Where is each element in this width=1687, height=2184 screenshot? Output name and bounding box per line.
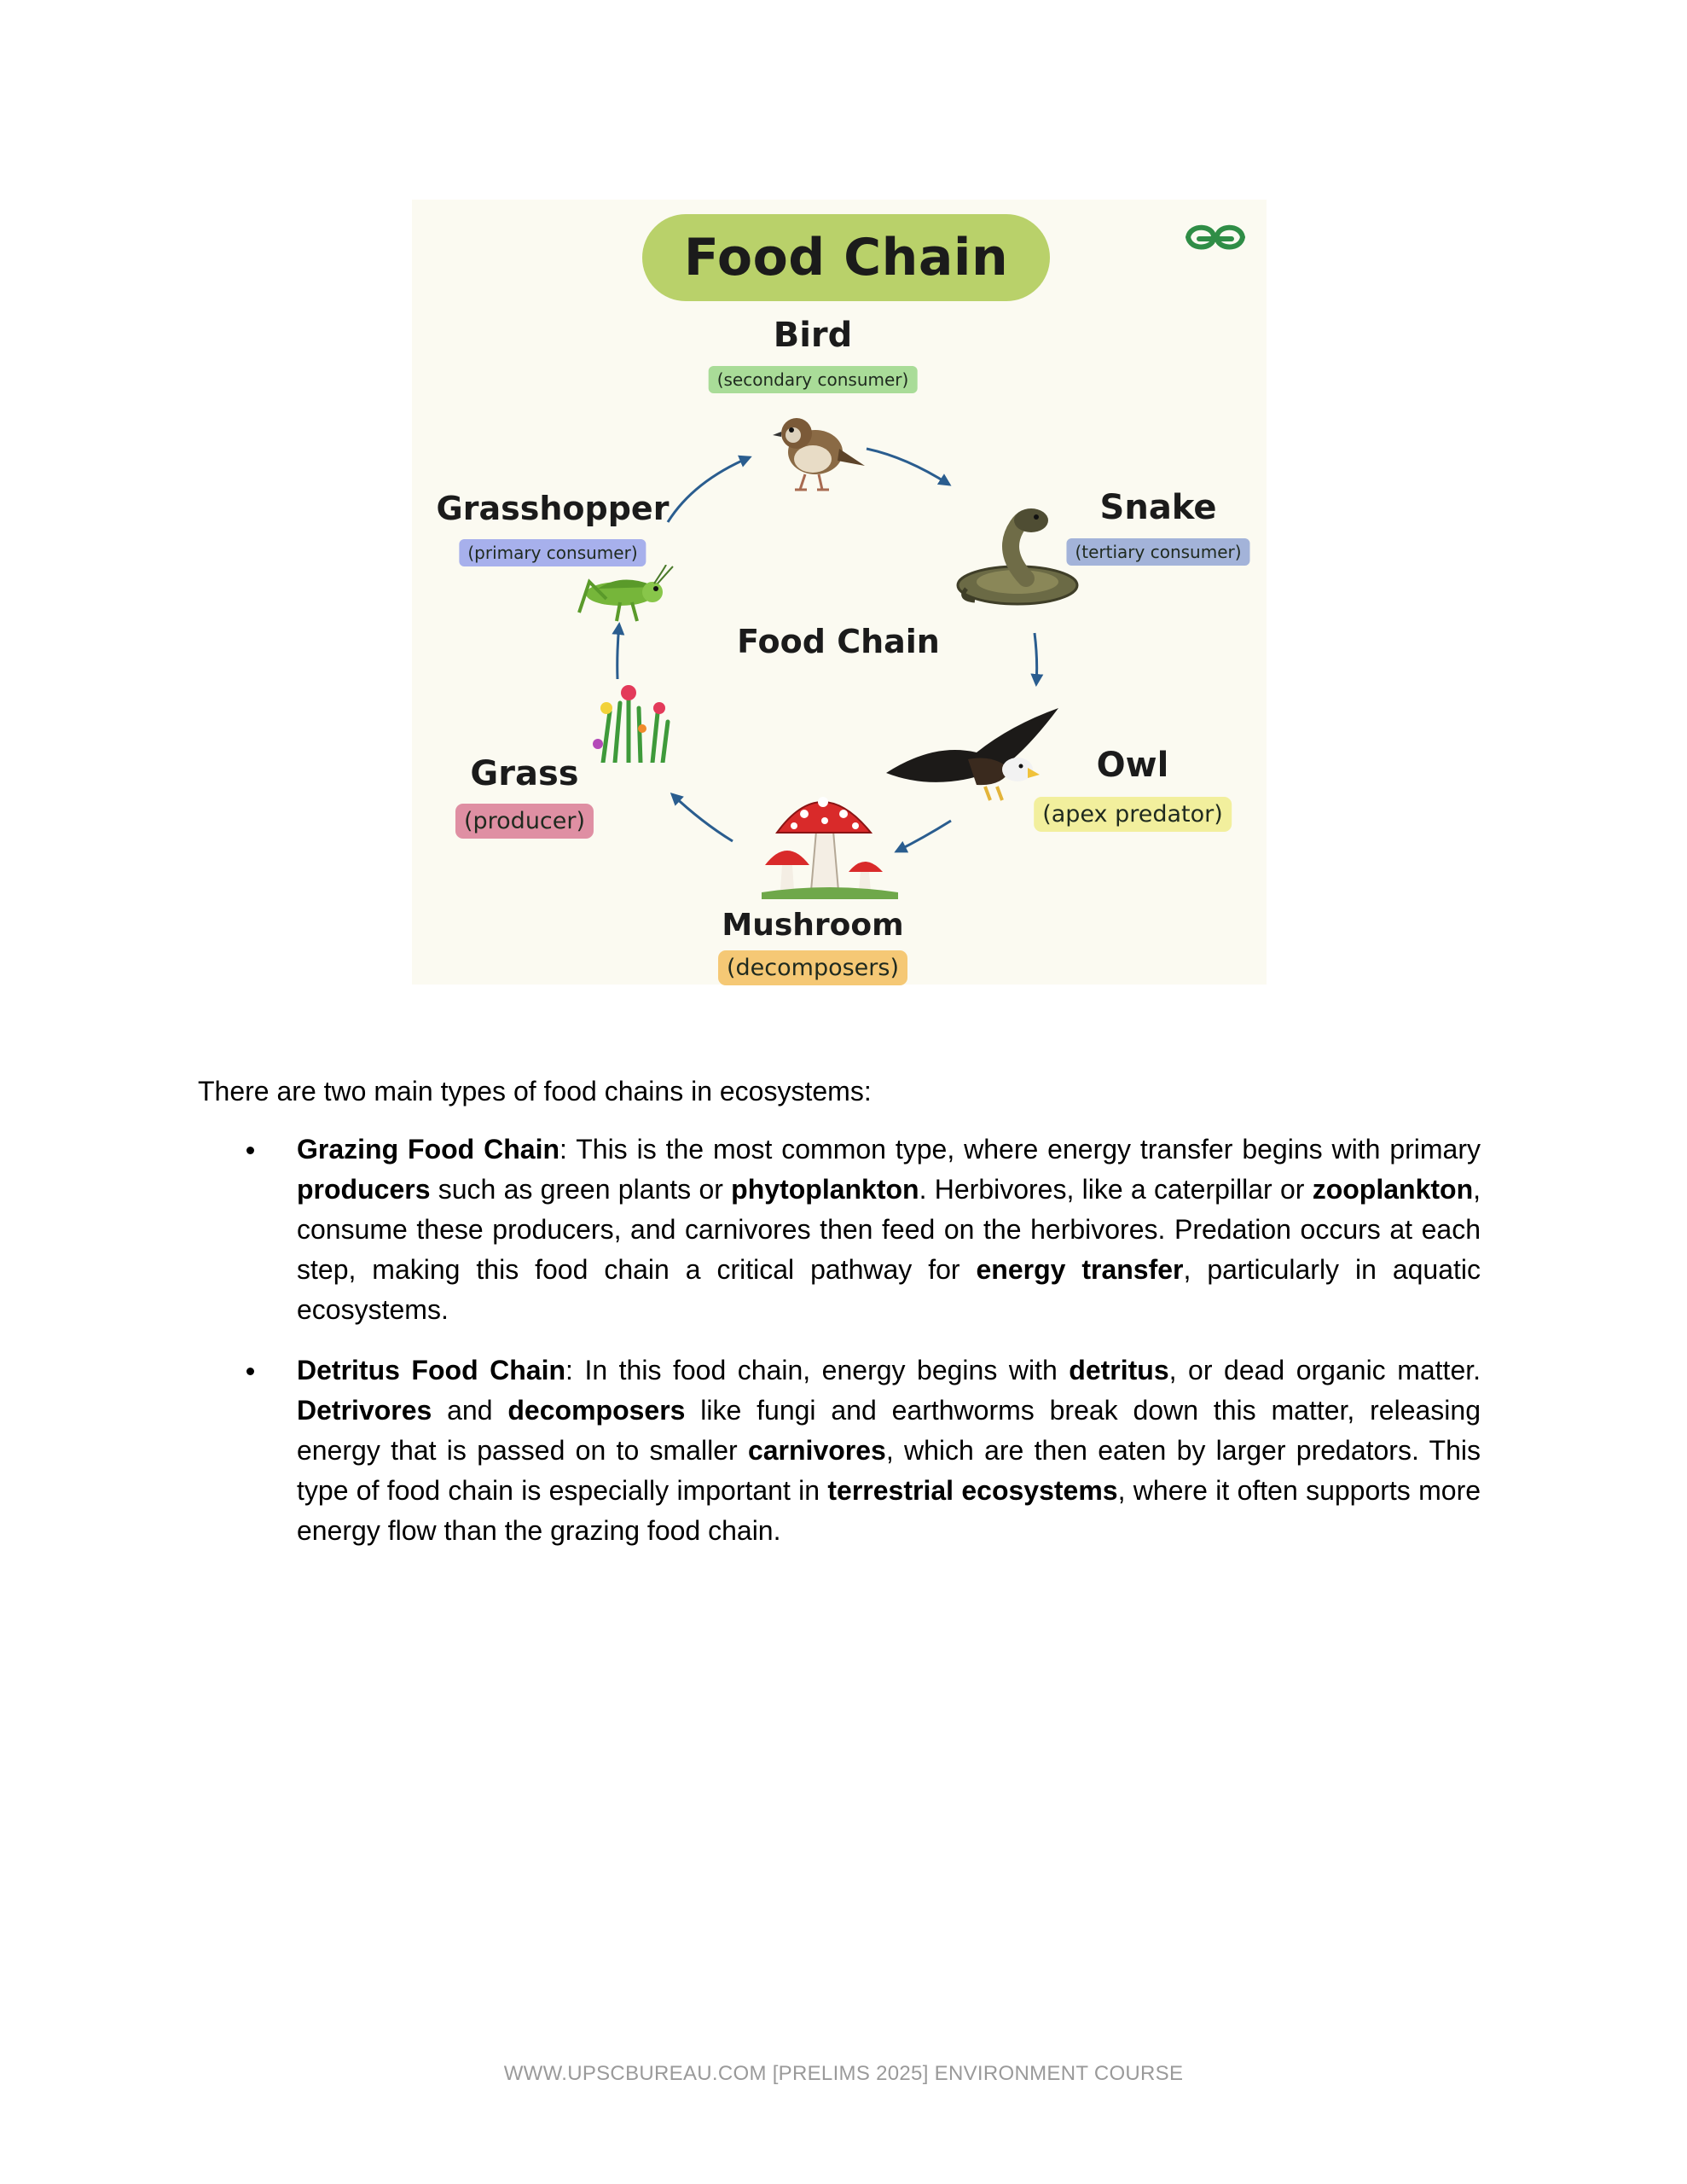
bird-role-badge: (secondary consumer) [709,366,918,393]
food-chain-types-list [198,1130,1484,1551]
bullet-dot [246,1147,254,1154]
owl-role-badge: (apex predator) [1034,797,1232,832]
owl-name: Owl [1096,746,1169,785]
bird-icon [766,403,868,497]
grass-icon [586,677,680,763]
snake-role-badge: (tertiary consumer) [1066,538,1249,566]
grass-name: Grass [470,754,579,793]
page-footer: WWW.UPSCBUREAU.COM [PRELIMS 2025] ENVIRONMENT COURSE [503,2062,1184,2085]
grass-role-badge: (producer) [455,804,594,839]
diagram-title: Food Chain [642,214,1050,301]
intro-paragraph: There are two main types of food chains in ecosystems: [198,1076,872,1107]
arrow-owl-to-mushroom [896,821,951,851]
grasshopper-role-badge: (primary consumer) [459,539,646,566]
list-item-detritus [198,1350,1481,1551]
mushroom-icon [762,780,898,899]
bird-name: Bird [773,316,853,355]
snake-name: Snake [1099,488,1217,527]
mushroom-name: Mushroom [722,908,904,943]
grasshopper-name: Grasshopper [436,490,670,527]
body-text [198,1072,1484,1571]
diagram-center-label: Food Chain [737,623,940,660]
food-chain-diagram [412,200,1267,985]
gfg-logo-icon [1184,218,1247,256]
detritus-text: Detritus Food Chain: In this food chain, energy begins with detritus, or dead organic matter. Detrivores and decomposers like fungi and earthworms break down this matter, releasing energy that is passed on to smaller carnivores, which are then eaten by larger predators. This type of food chain is especially important in terrestrial ecosystems, where it often supports more energy flow than the grazing food chain. [297,1355,1481,1546]
bullet-dot [246,1368,254,1375]
grasshopper-icon [572,565,675,626]
list-item-grazing [198,1130,1481,1330]
arrow-grasshopper-to-bird [668,457,750,522]
arrow-mushroom-to-grass [672,794,733,841]
owl-icon [883,708,1064,809]
arrow-bird-to-snake [867,449,949,485]
grazing-text: Grazing Food Chain: This is the most common type, where energy transfer begins with primary producers such as green plants or phytoplankton. Herbivores, like a caterpillar or zooplankton, consume these producers, and carnivores then feed on the herbivores. Predation occurs at each step, making this food chain a critical pathway for energy transfer, particularly in aquatic ecosystems. [297,1134,1481,1325]
snake-icon [949,500,1103,611]
arrow-snake-to-owl [1035,633,1037,684]
arrow-grass-to-grasshopper [617,624,619,679]
mushroom-role-badge: (decomposers) [718,950,907,985]
